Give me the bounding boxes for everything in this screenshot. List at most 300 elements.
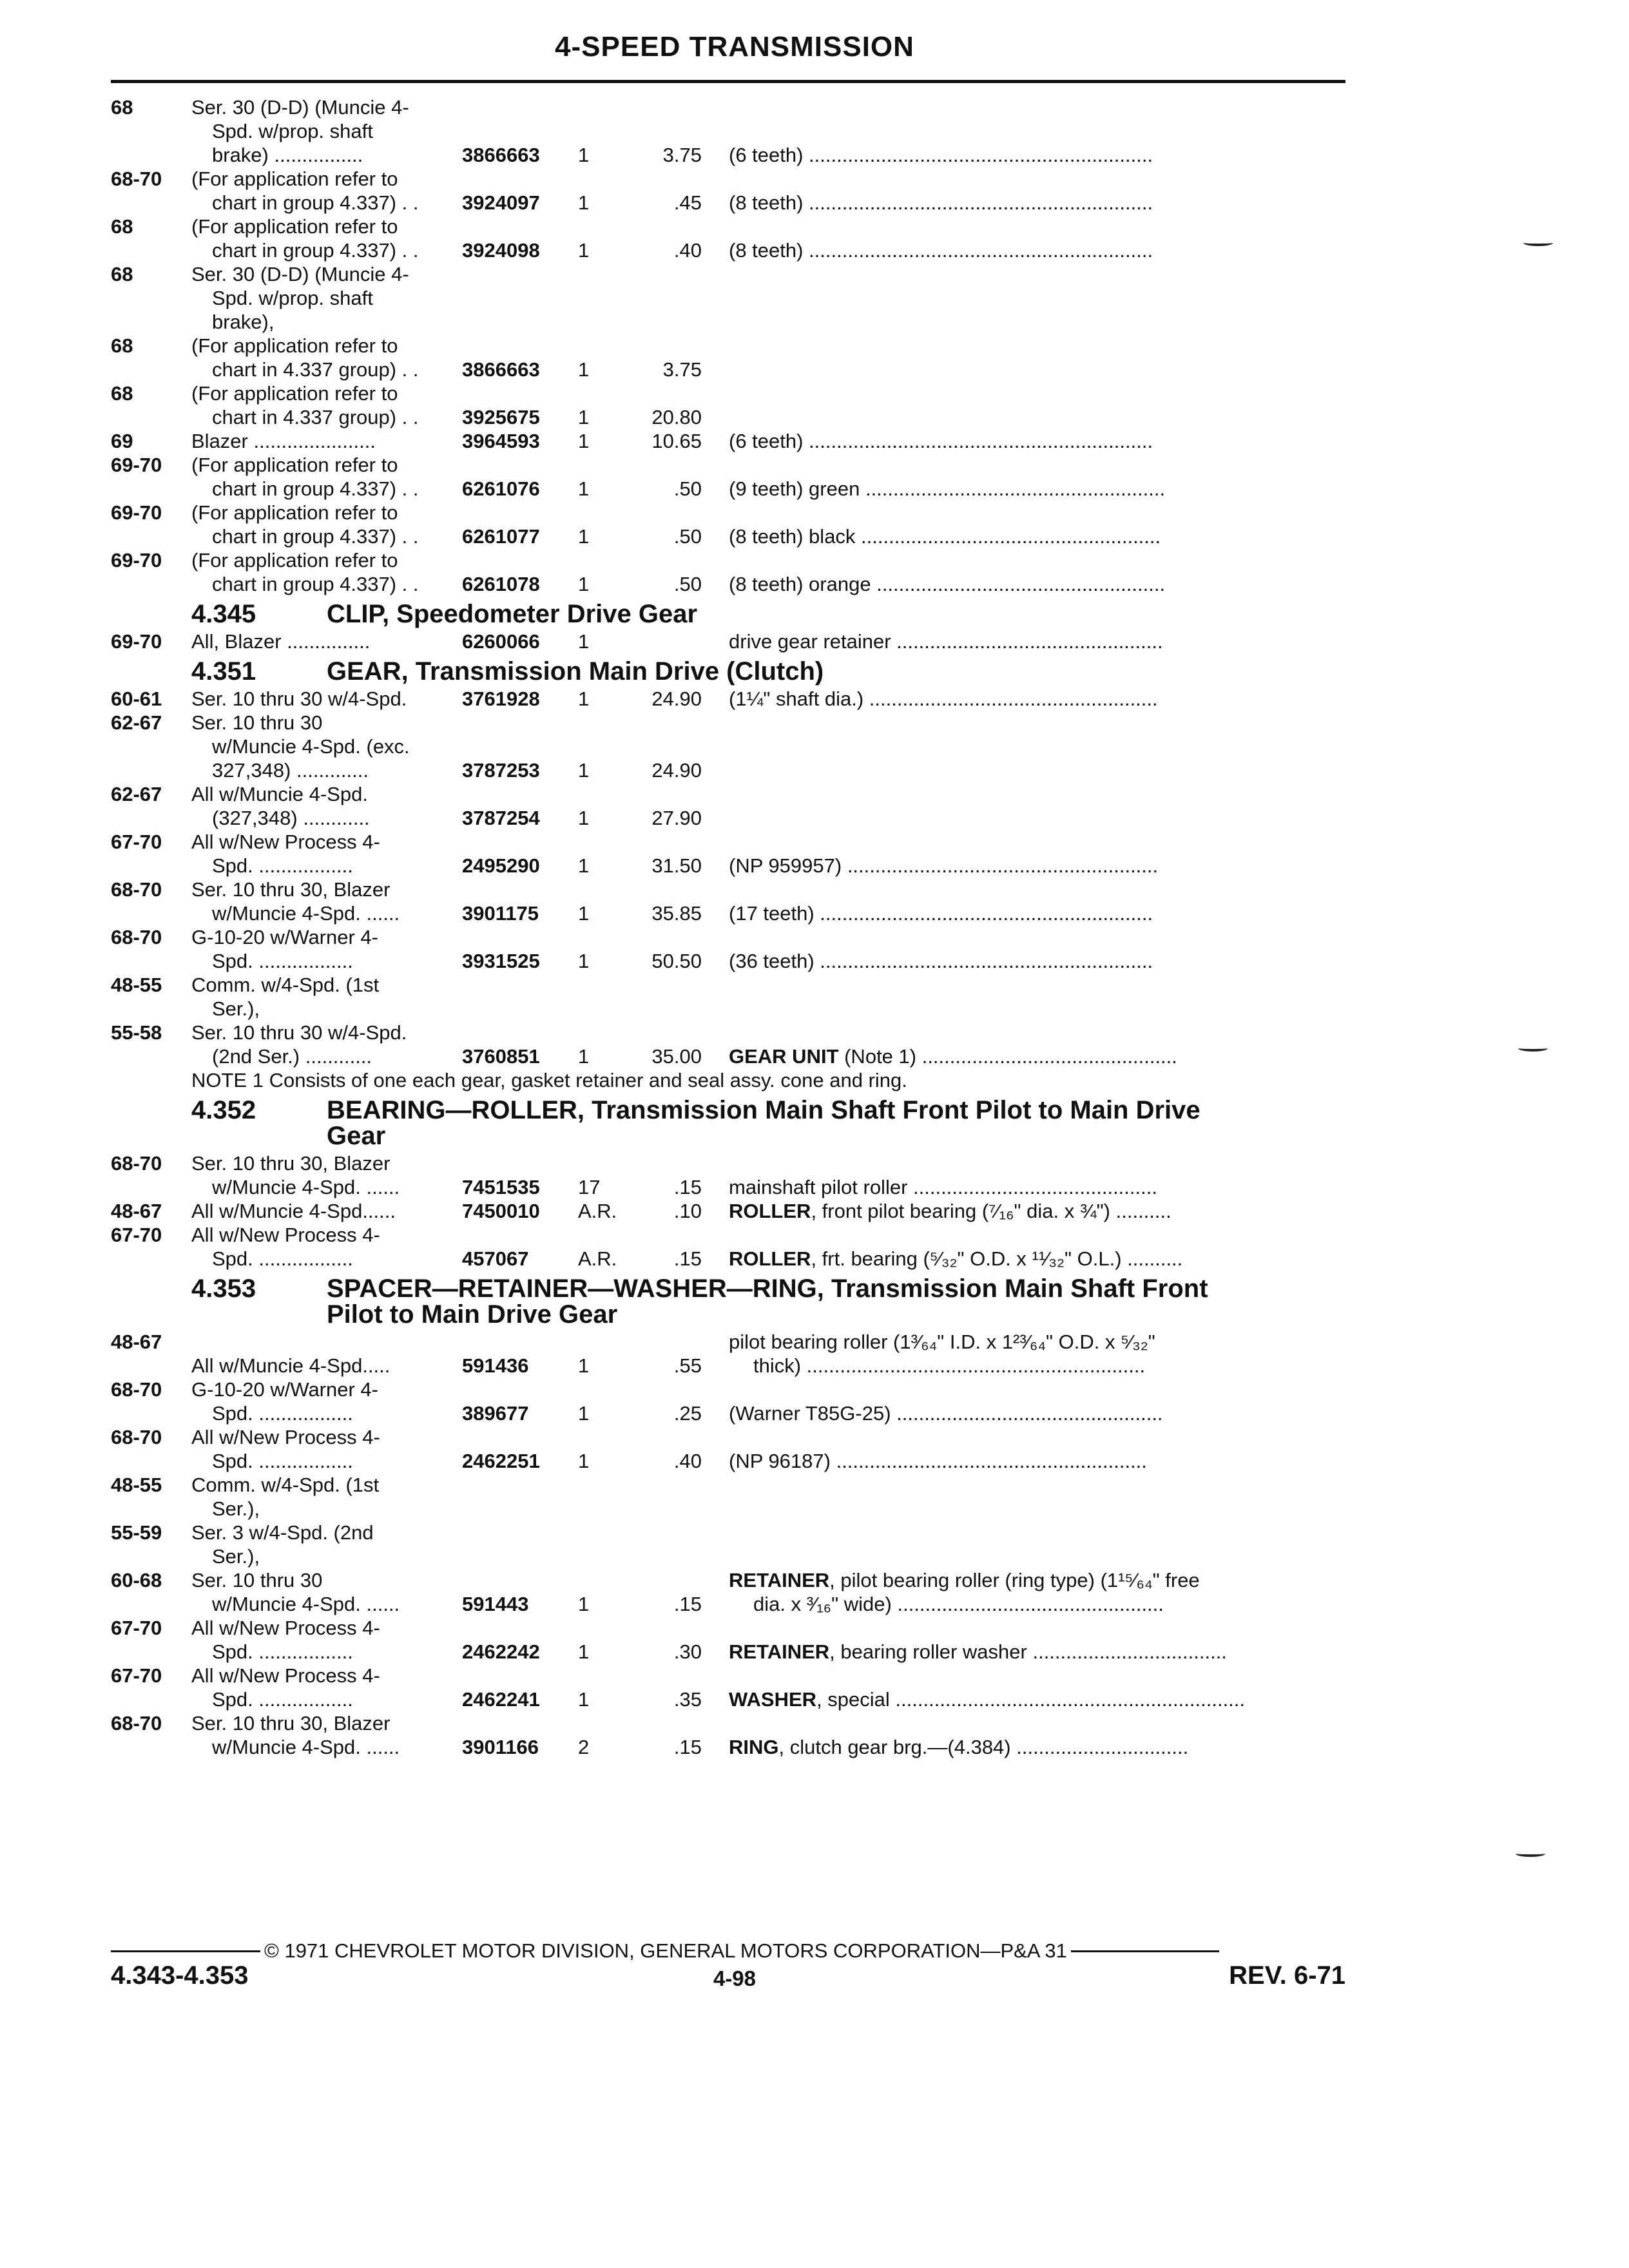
entry-application: [191, 1378, 462, 1425]
entry-years: 67-70: [111, 1224, 162, 1246]
section-title: [327, 1097, 1345, 1149]
parts-entry: [111, 1711, 1345, 1759]
page-title: 4-SPEED TRANSMISSION: [555, 31, 914, 62]
description-line: [729, 1354, 1345, 1378]
price: 20.80: [651, 406, 702, 428]
price: .50: [673, 477, 702, 500]
description-line: [729, 524, 1345, 548]
application-line: chart in group 4.337) . .: [212, 477, 419, 500]
entry-description: [729, 572, 1345, 596]
description-line: [729, 1247, 1345, 1271]
entry-description: [729, 1247, 1345, 1271]
quantity: 1: [578, 687, 590, 710]
application-line: Comm. w/4-Spd. (1st: [191, 974, 380, 996]
price: .15: [673, 1247, 702, 1270]
entries-group: [111, 1151, 1345, 1271]
quantity: 1: [578, 1688, 590, 1711]
section-number: 4.353: [191, 1274, 256, 1303]
entry-application: [191, 1711, 462, 1759]
application-line: (For application refer to: [191, 501, 398, 524]
entry-years: 60-68: [111, 1569, 162, 1591]
quantity: 1: [578, 630, 590, 653]
parts-entry: [111, 687, 1345, 711]
description-label: ROLLER: [729, 1200, 811, 1222]
part-number: 7451535: [462, 1176, 540, 1198]
copyright-text: © 1971 CHEVROLET MOTOR DIVISION, GENERAL MOTORS CORPORATION—P&A 31: [264, 1939, 1067, 1962]
part-number: 389677: [462, 1402, 529, 1425]
description-text: , special ...............................................................: [816, 1688, 1246, 1711]
page-number: 4-98: [713, 1966, 757, 1990]
description-text: (8 teeth) ..............................................................: [729, 191, 1153, 214]
parts-entry: [111, 548, 1345, 596]
entry-years: 68-70: [111, 1426, 162, 1448]
entry-application: [191, 629, 462, 653]
entry-application: [191, 973, 462, 1021]
section-title-line: GEAR, Transmission Main Drive (Clutch): [327, 657, 824, 686]
description-line: [729, 1199, 1345, 1223]
application-line: Ser. 10 thru 30, Blazer: [191, 1712, 390, 1735]
application-line: All w/New Process 4-: [191, 831, 380, 853]
quantity: 1: [578, 1640, 590, 1663]
parts-entry: [111, 1021, 1345, 1068]
quantity: 1: [578, 1402, 590, 1425]
entry-description: [729, 191, 1345, 215]
application-line: Spd. .................: [212, 1402, 353, 1425]
part-number: 6261077: [462, 525, 540, 548]
part-number: 591443: [462, 1593, 529, 1615]
quantity: 1: [578, 406, 590, 428]
description-line: [729, 1568, 1345, 1592]
price: .35: [673, 1688, 702, 1711]
entry-description: [729, 524, 1345, 548]
entry-application: [191, 1223, 462, 1271]
parts-entry: [111, 262, 1345, 334]
parts-entry: [111, 381, 1345, 429]
price: 3.75: [662, 358, 702, 381]
parts-entry: [111, 973, 1345, 1021]
part-number: 2462241: [462, 1688, 540, 1711]
entry-description: [729, 1640, 1345, 1664]
description-line: [729, 1175, 1345, 1199]
entry-years: 68-70: [111, 1152, 162, 1175]
description-text: (Warner T85G-25) ................................................: [729, 1402, 1163, 1425]
description-text: , frt. bearing (⁵⁄₃₂" O.D. x ¹¹⁄₃₂" O.L.) ..........: [811, 1247, 1183, 1270]
section-title-line: SPACER—RETAINER—WASHER—RING, Transmission Main Shaft Front: [327, 1274, 1208, 1303]
entry-description: [729, 143, 1345, 167]
description-text: (36 teeth) ............................................................: [729, 950, 1153, 972]
parts-entry: [111, 215, 1345, 262]
application-line: All w/Muncie 4-Spd.: [191, 783, 368, 805]
section-heading-4-353: [111, 1276, 1345, 1327]
part-number: 6261078: [462, 573, 540, 595]
part-number: 3931525: [462, 950, 540, 972]
price: 35.85: [651, 902, 702, 925]
entry-description: [729, 1330, 1345, 1378]
section-title-line: Gear: [327, 1122, 386, 1150]
application-line: w/Muncie 4-Spd. (exc.: [212, 735, 410, 758]
application-line: (For application refer to: [191, 168, 398, 190]
description-text: mainshaft pilot roller ............................................: [729, 1176, 1157, 1198]
application-line: w/Muncie 4-Spd. ......: [212, 1176, 400, 1198]
description-label: RETAINER: [729, 1569, 830, 1591]
description-line: [729, 949, 1345, 973]
scan-mark: [1518, 1045, 1548, 1052]
part-number: 7450010: [462, 1200, 540, 1222]
entry-application: [191, 429, 462, 453]
part-number: 3760851: [462, 1045, 540, 1068]
description-text: dia. x ³⁄₁₆" wide) ................................................: [753, 1593, 1164, 1615]
section-title-line: BEARING—ROLLER, Transmission Main Shaft Front Pilot to Main Drive: [327, 1096, 1200, 1124]
description-text: , front pilot bearing (⁷⁄₁₆" dia. x ¾") ..........: [811, 1200, 1171, 1222]
price: .45: [673, 191, 702, 214]
description-label: RING: [729, 1736, 779, 1758]
entry-years: 69-70: [111, 454, 162, 476]
application-line: 327,348) .............: [212, 759, 369, 782]
entry-years: 68: [111, 215, 133, 238]
price: .15: [673, 1593, 702, 1615]
description-line: [729, 143, 1345, 167]
section-heading-4-345: [111, 601, 1345, 627]
quantity: 1: [578, 1045, 590, 1068]
price: 27.90: [651, 807, 702, 829]
section-title: [327, 658, 1345, 684]
entry-application: [191, 1473, 462, 1521]
parts-entry: [111, 925, 1345, 973]
quantity: 1: [578, 1354, 590, 1377]
entries-group: [111, 95, 1345, 596]
description-line: [729, 1592, 1345, 1616]
footer-rule: [1071, 1950, 1219, 1952]
part-number: 3964593: [462, 430, 540, 452]
description-text: , bearing roller washer ...................................: [829, 1640, 1227, 1663]
parts-entry: [111, 1223, 1345, 1271]
entry-years: 68: [111, 263, 133, 285]
part-number: 3866663: [462, 144, 540, 166]
application-line: chart in 4.337 group) . .: [212, 358, 419, 381]
parts-entry: [111, 1473, 1345, 1521]
application-line: (For application refer to: [191, 382, 398, 405]
entry-years: 68-70: [111, 1712, 162, 1735]
price: .55: [673, 1354, 702, 1377]
parts-entry: [111, 1425, 1345, 1473]
parts-entry: [111, 1568, 1345, 1616]
entry-years: 60-61: [111, 687, 162, 710]
application-line: Ser.),: [212, 1545, 260, 1568]
entry-description: [729, 854, 1345, 878]
description-line: [729, 629, 1345, 653]
part-number: 2462251: [462, 1450, 540, 1472]
description-text: (1¼" shaft dia.) ....................................................: [729, 687, 1158, 710]
application-line: w/Muncie 4-Spd. ......: [212, 902, 400, 925]
application-line: chart in group 4.337) . .: [212, 191, 419, 214]
parts-entry: [111, 711, 1345, 782]
entry-years: 69-70: [111, 501, 162, 524]
description-text: drive gear retainer ................................................: [729, 630, 1163, 653]
entry-application: [191, 1425, 462, 1473]
entry-application: [191, 1664, 462, 1711]
description-line: [729, 1330, 1345, 1354]
quantity: 1: [578, 1450, 590, 1472]
description-text: (17 teeth) ............................................................: [729, 902, 1153, 925]
description-line: [729, 1401, 1345, 1425]
entry-application: [191, 687, 462, 711]
part-number: 3925675: [462, 406, 540, 428]
part-number: 3787253: [462, 759, 540, 782]
price: 31.50: [651, 854, 702, 877]
part-number: 6261076: [462, 477, 540, 500]
entries-group: [111, 1330, 1345, 1759]
entry-description: [729, 429, 1345, 453]
application-line: brake) ................: [212, 144, 363, 166]
entry-years: 62-67: [111, 783, 162, 805]
entry-years: 69: [111, 430, 133, 452]
description-label: WASHER: [729, 1688, 817, 1711]
section-number: 4.352: [191, 1096, 256, 1124]
description-text: (8 teeth) orange ....................................................: [729, 573, 1166, 595]
parts-entry: [111, 501, 1345, 548]
description-text: pilot bearing roller (1³⁄₆₄" I.D. x 1²³⁄₆₄" O.D. x ⁵⁄₃₂": [729, 1331, 1155, 1353]
application-line: chart in group 4.337) . .: [212, 525, 419, 548]
entry-description: [729, 238, 1345, 262]
quantity: 1: [578, 358, 590, 381]
application-line: All w/Muncie 4-Spd.....: [191, 1354, 390, 1377]
application-line: All w/New Process 4-: [191, 1426, 380, 1448]
parts-entry: [111, 830, 1345, 878]
application-line: w/Muncie 4-Spd. ......: [212, 1736, 400, 1758]
part-number: 591436: [462, 1354, 529, 1377]
application-line: chart in group 4.337) . .: [212, 573, 419, 595]
part-number: 3924098: [462, 239, 540, 262]
description-text: (9 teeth) green ......................................................: [729, 477, 1166, 500]
part-number: 3924097: [462, 191, 540, 214]
application-line: chart in 4.337 group) . .: [212, 406, 419, 428]
description-line: [729, 1735, 1345, 1759]
quantity: 1: [578, 807, 590, 829]
quantity: 1: [578, 191, 590, 214]
application-line: All w/New Process 4-: [191, 1664, 380, 1687]
application-line: Spd. w/prop. shaft: [212, 120, 373, 142]
entry-description: [729, 687, 1345, 711]
quantity: 1: [578, 854, 590, 877]
note-text: NOTE 1 Consists of one each gear, gasket retainer and seal assy. cone and ring.: [191, 1069, 907, 1091]
description-text: (6 teeth) ..............................................................: [729, 144, 1153, 166]
parts-entry: [111, 782, 1345, 830]
entry-years: 68-70: [111, 168, 162, 190]
description-line: [729, 572, 1345, 596]
application-line: All, Blazer ...............: [191, 630, 371, 653]
application-line: Spd. .................: [212, 1688, 353, 1711]
application-line: Spd. .................: [212, 854, 353, 877]
entry-years: 48-55: [111, 1474, 162, 1496]
description-line: [729, 1044, 1345, 1068]
parts-entry: [111, 1330, 1345, 1378]
description-text: (Note 1) ..............................................: [838, 1045, 1177, 1068]
description-label: GEAR UNIT: [729, 1045, 839, 1068]
application-line: Ser. 10 thru 30: [191, 1569, 323, 1591]
section-range: 4.343-4.353: [111, 1961, 249, 1990]
entry-years: 68-70: [111, 1378, 162, 1401]
quantity: A.R.: [578, 1200, 617, 1222]
parts-entry: [111, 1199, 1345, 1223]
parts-entry: [111, 167, 1345, 215]
quantity: 1: [578, 525, 590, 548]
quantity: 2: [578, 1736, 590, 1758]
parts-entry: [111, 1521, 1345, 1568]
application-line: G-10-20 w/Warner 4-: [191, 926, 378, 948]
quantity: 1: [578, 144, 590, 166]
quantity: 1: [578, 573, 590, 595]
application-line: (327,348) ............: [212, 807, 370, 829]
quantity: 1: [578, 902, 590, 925]
entry-application: [191, 1151, 462, 1199]
section-number: 4.351: [191, 657, 256, 686]
entry-years: 69-70: [111, 630, 162, 653]
application-line: Ser. 10 thru 30 w/4-Spd.: [191, 687, 407, 710]
application-line: Ser. 10 thru 30, Blazer: [191, 1152, 390, 1175]
application-line: (For application refer to: [191, 454, 398, 476]
description-text: (NP 96187) ........................................................: [729, 1450, 1147, 1472]
application-line: All w/New Process 4-: [191, 1224, 380, 1246]
revision-label: REV. 6-71: [1229, 1961, 1345, 1990]
entry-application: [191, 782, 462, 830]
quantity: 1: [578, 239, 590, 262]
entry-years: 68-70: [111, 878, 162, 901]
entry-years: 68: [111, 96, 133, 119]
entry-years: 67-70: [111, 1617, 162, 1639]
part-number: 2462242: [462, 1640, 540, 1663]
description-line: [729, 477, 1345, 501]
application-line: brake),: [212, 311, 275, 333]
application-line: Spd. w/prop. shaft: [212, 287, 373, 309]
section-title: [327, 601, 1345, 627]
quantity: 1: [578, 1593, 590, 1615]
entry-application: [191, 711, 462, 782]
entry-description: [729, 1735, 1345, 1759]
section-number: 4.345: [191, 600, 256, 628]
description-line: [729, 429, 1345, 453]
description-text: , pilot bearing roller (ring type) (1¹⁵⁄₆₄" free: [829, 1569, 1200, 1591]
entry-application: [191, 1521, 462, 1568]
parts-list: [111, 95, 1345, 1759]
parts-entry: [111, 1664, 1345, 1711]
entry-years: 62-67: [111, 711, 162, 734]
application-line: (For application refer to: [191, 549, 398, 572]
entry-application: [191, 1021, 462, 1068]
part-number: 3761928: [462, 687, 540, 710]
entry-description: [729, 629, 1345, 653]
description-line: [729, 1640, 1345, 1664]
price: 3.75: [662, 144, 702, 166]
parts-entry: [111, 334, 1345, 381]
entry-application: [191, 830, 462, 878]
entry-application: [191, 95, 462, 167]
price: 24.90: [651, 687, 702, 710]
entry-description: [729, 1449, 1345, 1473]
entry-description: [729, 901, 1345, 925]
price: .50: [673, 573, 702, 595]
quantity: 1: [578, 950, 590, 972]
entry-description: [729, 1044, 1345, 1068]
footer-rule: [111, 1950, 260, 1952]
part-number: 3901166: [462, 1736, 539, 1758]
application-line: Ser. 10 thru 30, Blazer: [191, 878, 390, 901]
entry-description: [729, 1687, 1345, 1711]
price: .40: [673, 1450, 702, 1472]
part-number: 3866663: [462, 358, 540, 381]
parts-entry: [111, 1378, 1345, 1425]
entry-application: [191, 381, 462, 429]
entry-application: [191, 215, 462, 262]
application-line: All w/New Process 4-: [191, 1617, 380, 1639]
part-number: 457067: [462, 1247, 529, 1270]
quantity: 17: [578, 1176, 601, 1198]
application-line: Ser. 30 (D-D) (Muncie 4-: [191, 96, 409, 119]
application-line: Spd. .................: [212, 1640, 353, 1663]
entry-years: 67-70: [111, 831, 162, 853]
parts-entry: [111, 1151, 1345, 1199]
scan-mark: [1523, 240, 1553, 246]
section-heading-4-352: [111, 1097, 1345, 1149]
price: .15: [673, 1736, 702, 1758]
application-line: Blazer ......................: [191, 430, 376, 452]
quantity: 1: [578, 759, 590, 782]
application-line: (For application refer to: [191, 334, 398, 357]
entry-years: 55-58: [111, 1021, 162, 1044]
application-line: Ser.),: [212, 997, 260, 1020]
quantity: 1: [578, 477, 590, 500]
application-line: Comm. w/4-Spd. (1st: [191, 1474, 380, 1496]
parts-entry: [111, 95, 1345, 167]
entry-years: 68: [111, 334, 133, 357]
description-line: [729, 1449, 1345, 1473]
price: .30: [673, 1640, 702, 1663]
entry-years: 67-70: [111, 1664, 162, 1687]
application-line: (For application refer to: [191, 215, 398, 238]
entry-description: [729, 1175, 1345, 1199]
description-text: (8 teeth) black ......................................................: [729, 525, 1161, 548]
price: .10: [673, 1200, 702, 1222]
entry-application: [191, 925, 462, 973]
entry-application: [191, 878, 462, 925]
application-line: (2nd Ser.) ............: [212, 1045, 372, 1068]
entries-group: [111, 629, 1345, 653]
description-label: RETAINER: [729, 1640, 830, 1663]
section-title-line: Pilot to Main Drive Gear: [327, 1300, 618, 1329]
description-line: [729, 191, 1345, 215]
entry-application: [191, 1354, 462, 1378]
entry-description: [729, 1199, 1345, 1223]
application-line: Ser. 10 thru 30: [191, 711, 323, 734]
entry-years: 55-59: [111, 1521, 162, 1544]
application-line: Spd. .................: [212, 1450, 353, 1472]
section-heading-4-351: [111, 658, 1345, 684]
price: .50: [673, 525, 702, 548]
price: 50.50: [651, 950, 702, 972]
entry-application: [191, 1199, 462, 1223]
entry-years: 48-55: [111, 974, 162, 996]
entry-description: [729, 1568, 1345, 1616]
description-line: [729, 1687, 1345, 1711]
application-line: G-10-20 w/Warner 4-: [191, 1378, 378, 1401]
entry-description: [729, 949, 1345, 973]
description-text: , clutch gear brg.—(4.384) ...............................: [778, 1736, 1189, 1758]
copyright-line: [111, 1939, 1345, 1963]
description-line: [729, 238, 1345, 262]
header-rule: [111, 80, 1345, 83]
price: 24.90: [651, 759, 702, 782]
parts-entry: [111, 453, 1345, 501]
part-number: 6260066: [462, 630, 540, 653]
